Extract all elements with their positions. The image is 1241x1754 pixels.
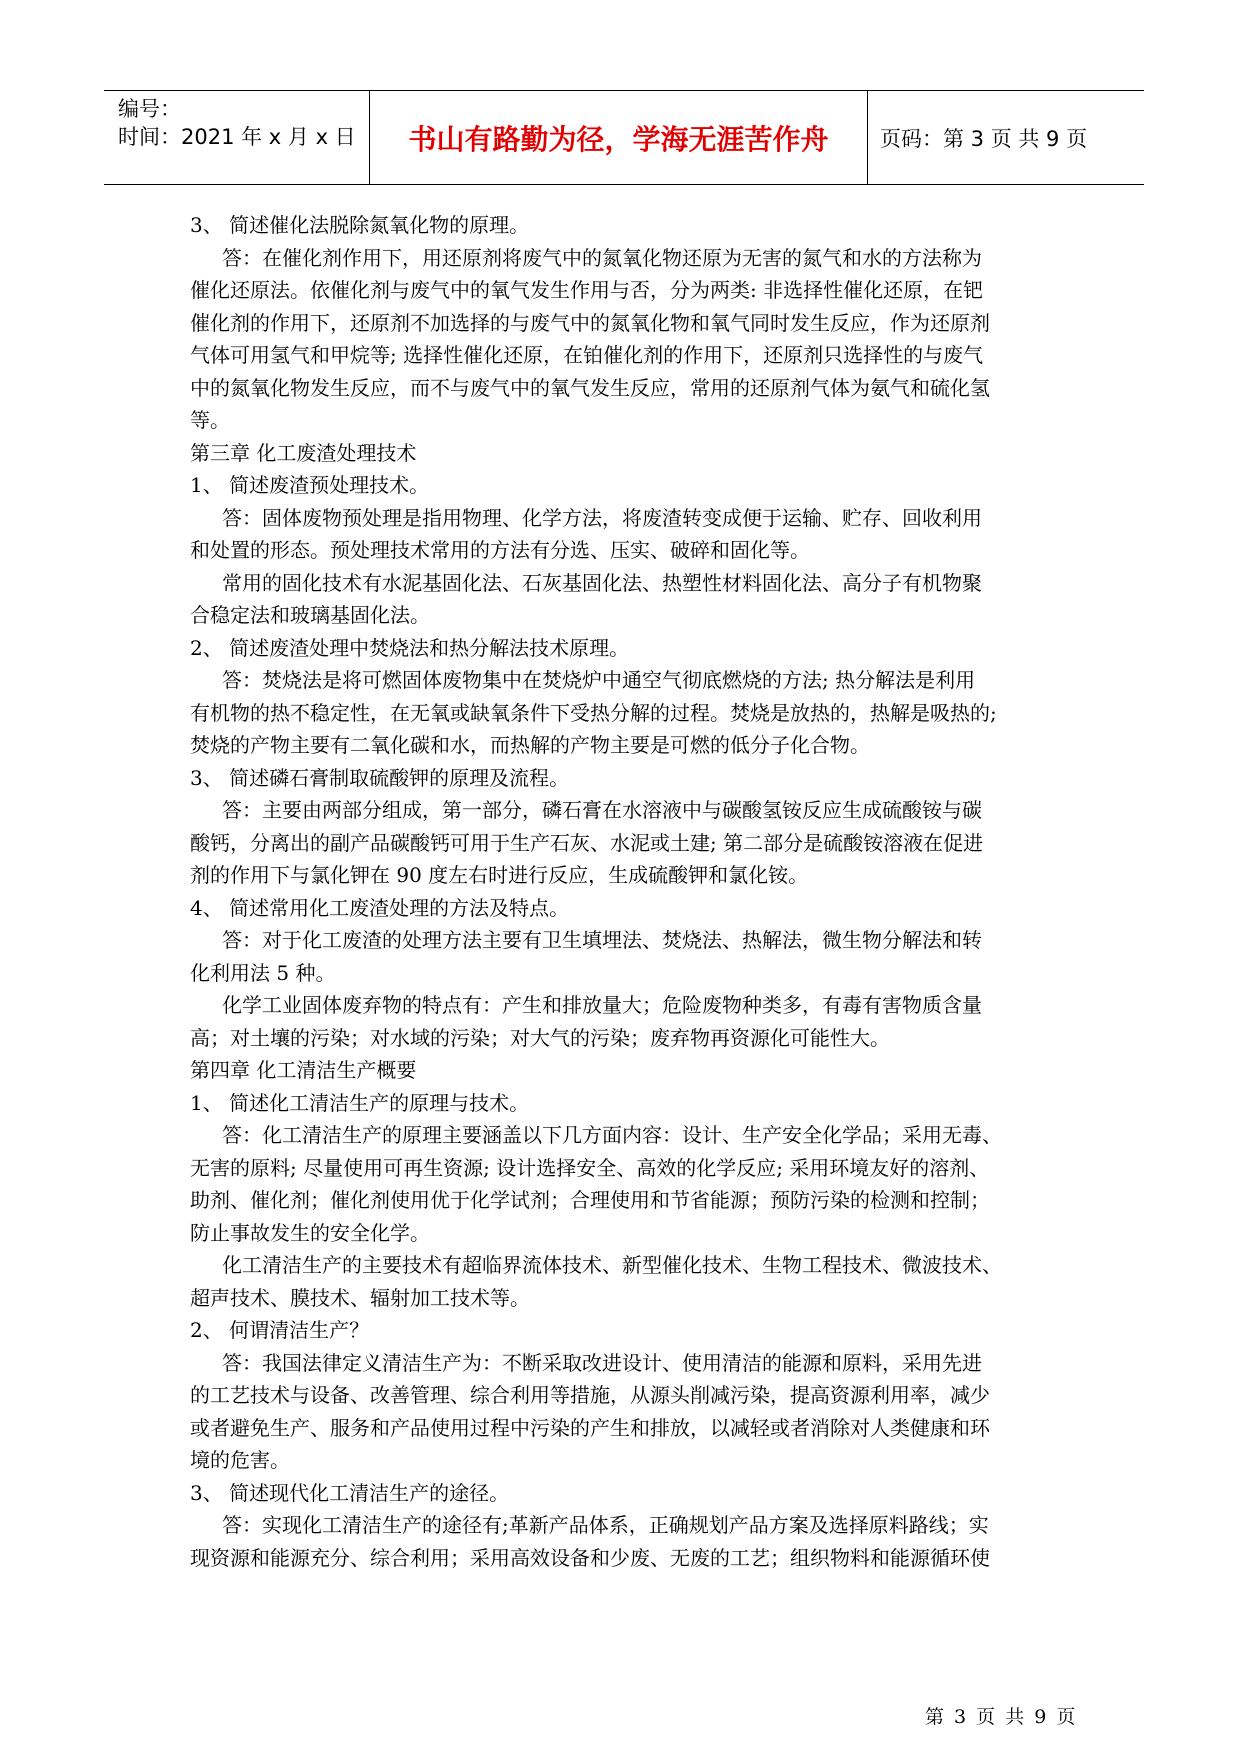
text-line: 答：我国法律定义清洁生产为：不断采取改进设计、使用清洁的能源和原料，采用先进 (222, 1350, 982, 1375)
text-line: 助剂、催化剂；催化剂使用优于化学试剂；合理使用和节省能源；预防污染的检测和控制； (190, 1188, 990, 1212)
text-line: 答：固体废物预处理是指用物理、化学方法，将废渣转变成便于运输、贮存、回收利用 (222, 505, 982, 530)
text-line: 的工艺技术与设备、改善管理、综合利用等措施，从源头削减污染，提高资源利用率，减少 (190, 1383, 990, 1407)
text-line: 催化还原法。依催化剂与废气中的氧气发生作用与否，分为两类: 非选择性催化还原，在钯 (190, 278, 984, 302)
text-line: 气体可用氢气和甲烷等; 选择性催化还原，在铂催化剂的作用下，还原剂只选择性的与废气 (190, 343, 984, 367)
text-line: 等。 (190, 408, 230, 432)
header-meta-cell (104, 91, 370, 184)
text-line: 3、 简述磷石膏制取硫酸钾的原理及流程。 (190, 765, 570, 790)
slogan: 书山有路勤为径，学海无涯苦作舟 (408, 122, 829, 156)
text-line: 化利用法 5 种。 (190, 960, 336, 985)
text-line: 答：主要由两部分组成，第一部分，磷石膏在水溶液中与碳酸氢铵反应生成硫酸铵与碳 (222, 798, 982, 822)
text-line: 剂的作用下与氯化钾在 90 度左右时进行反应，生成硫酸钾和氯化铵。 (190, 863, 809, 887)
text-line: 或者避免生产、服务和产品使用过程中污染的产生和排放，以减轻或者消除对人类健康和环 (190, 1415, 990, 1440)
text-line: 防止事故发生的安全化学。 (190, 1220, 430, 1245)
text-line: 焚烧的产物主要有二氧化碳和水，而热解的产物主要是可燃的低分子化合物。 (190, 733, 870, 757)
text-line: 1、 简述化工清洁生产的原理与技术。 (190, 1090, 530, 1115)
page-info: 页码：第 3 页 共 9 页 (880, 126, 1088, 151)
text-line: 合稳定法和玻璃基固化法。 (190, 603, 430, 627)
text-line: 答：化工清洁生产的原理主要涵盖以下几方面内容：设计、生产安全化学品；采用无毒、 (222, 1123, 1002, 1147)
text-line: 1、 简述废渣预处理技术。 (190, 473, 430, 497)
text-line: 催化剂的作用下，还原剂不加选择的与废气中的氮氧化物和氧气同时发生反应，作为还原剂 (190, 310, 990, 335)
text-line: 现资源和能源充分、综合利用；采用高效设备和少废、无废的工艺；组织物料和能源循环使 (190, 1545, 990, 1570)
text-line: 境的危害。 (190, 1448, 290, 1472)
text-line: 超声技术、膜技术、辐射加工技术等。 (190, 1285, 530, 1310)
text-line: 有机物的热不稳定性，在无氧或缺氧条件下受热分解的过程。焚烧是放热的，热解是吸热的; (190, 700, 997, 725)
serial-label: 编号： (118, 97, 181, 121)
text-line: 高；对土壤的污染；对水域的污染；对大气的污染；废弃物再资源化可能性大。 (190, 1025, 890, 1050)
text-line: 4、 简述常用化工废渣处理的方法及特点。 (190, 895, 570, 920)
text-line: 2、 简述废渣处理中焚烧法和热分解法技术原理。 (190, 635, 630, 660)
header-page-cell (868, 91, 1144, 184)
text-line: 化学工业固体废弃物的特点有：产生和排放量大；危险废物种类多，有毒有害物质含量 (222, 993, 982, 1017)
text-line: 和处置的形态。预处理技术常用的方法有分选、压实、破碎和固化等。 (190, 538, 810, 562)
text-line: 中的氮氧化物发生反应，而不与废气中的氧气发生反应，常用的还原剂气体为氨气和硫化氢 (190, 375, 990, 400)
text-line: 答：实现化工清洁生产的途径有;革新产品体系，正确规划产品方案及选择原料路线；实 (222, 1513, 989, 1537)
text-line: 无害的原料; 尽量使用可再生资源; 设计选择安全、高效的化学反应; 采用环境友好的溶剂、 (190, 1155, 990, 1180)
text-line: 答：在催化剂作用下，用还原剂将废气中的氮氧化物还原为无害的氮气和水的方法称为 (222, 245, 982, 270)
text-line: 3、 简述现代化工清洁生产的途径。 (190, 1480, 510, 1505)
text-line: 第三章 化工废渣处理技术 (190, 440, 417, 465)
text-line: 答：对于化工废渣的处理方法主要有卫生填埋法、焚烧法、热解法，微生物分解法和转 (222, 928, 982, 952)
text-line: 第四章 化工清洁生产概要 (190, 1058, 417, 1082)
text-line: 常用的固化技术有水泥基固化法、石灰基固化法、热塑性材料固化法、高分子有机物聚 (222, 570, 982, 595)
text-line: 3、 简述催化法脱除氮氧化物的原理。 (190, 213, 530, 237)
text-line: 答：焚烧法是将可燃固体废物集中在焚烧炉中通空气彻底燃烧的方法; 热分解法是利用 (222, 668, 976, 692)
text-line: 化工清洁生产的主要技术有超临界流体技术、新型催化技术、生物工程技术、微波技术、 (222, 1253, 1002, 1277)
header-slogan-cell (370, 91, 868, 184)
date-label: 时间：2021 年 x 月 x 日 (118, 125, 356, 149)
text-line: 2、 何谓清洁生产？ (190, 1318, 370, 1342)
page-footer: 第 3 页 共 9 页 (925, 1706, 1078, 1728)
page-header (104, 90, 1144, 185)
text-line: 酸钙，分离出的副产品碳酸钙可用于生产石灰、水泥或土建; 第二部分是硫酸铵溶液在促进 (190, 830, 984, 855)
document-body (190, 209, 1070, 1574)
